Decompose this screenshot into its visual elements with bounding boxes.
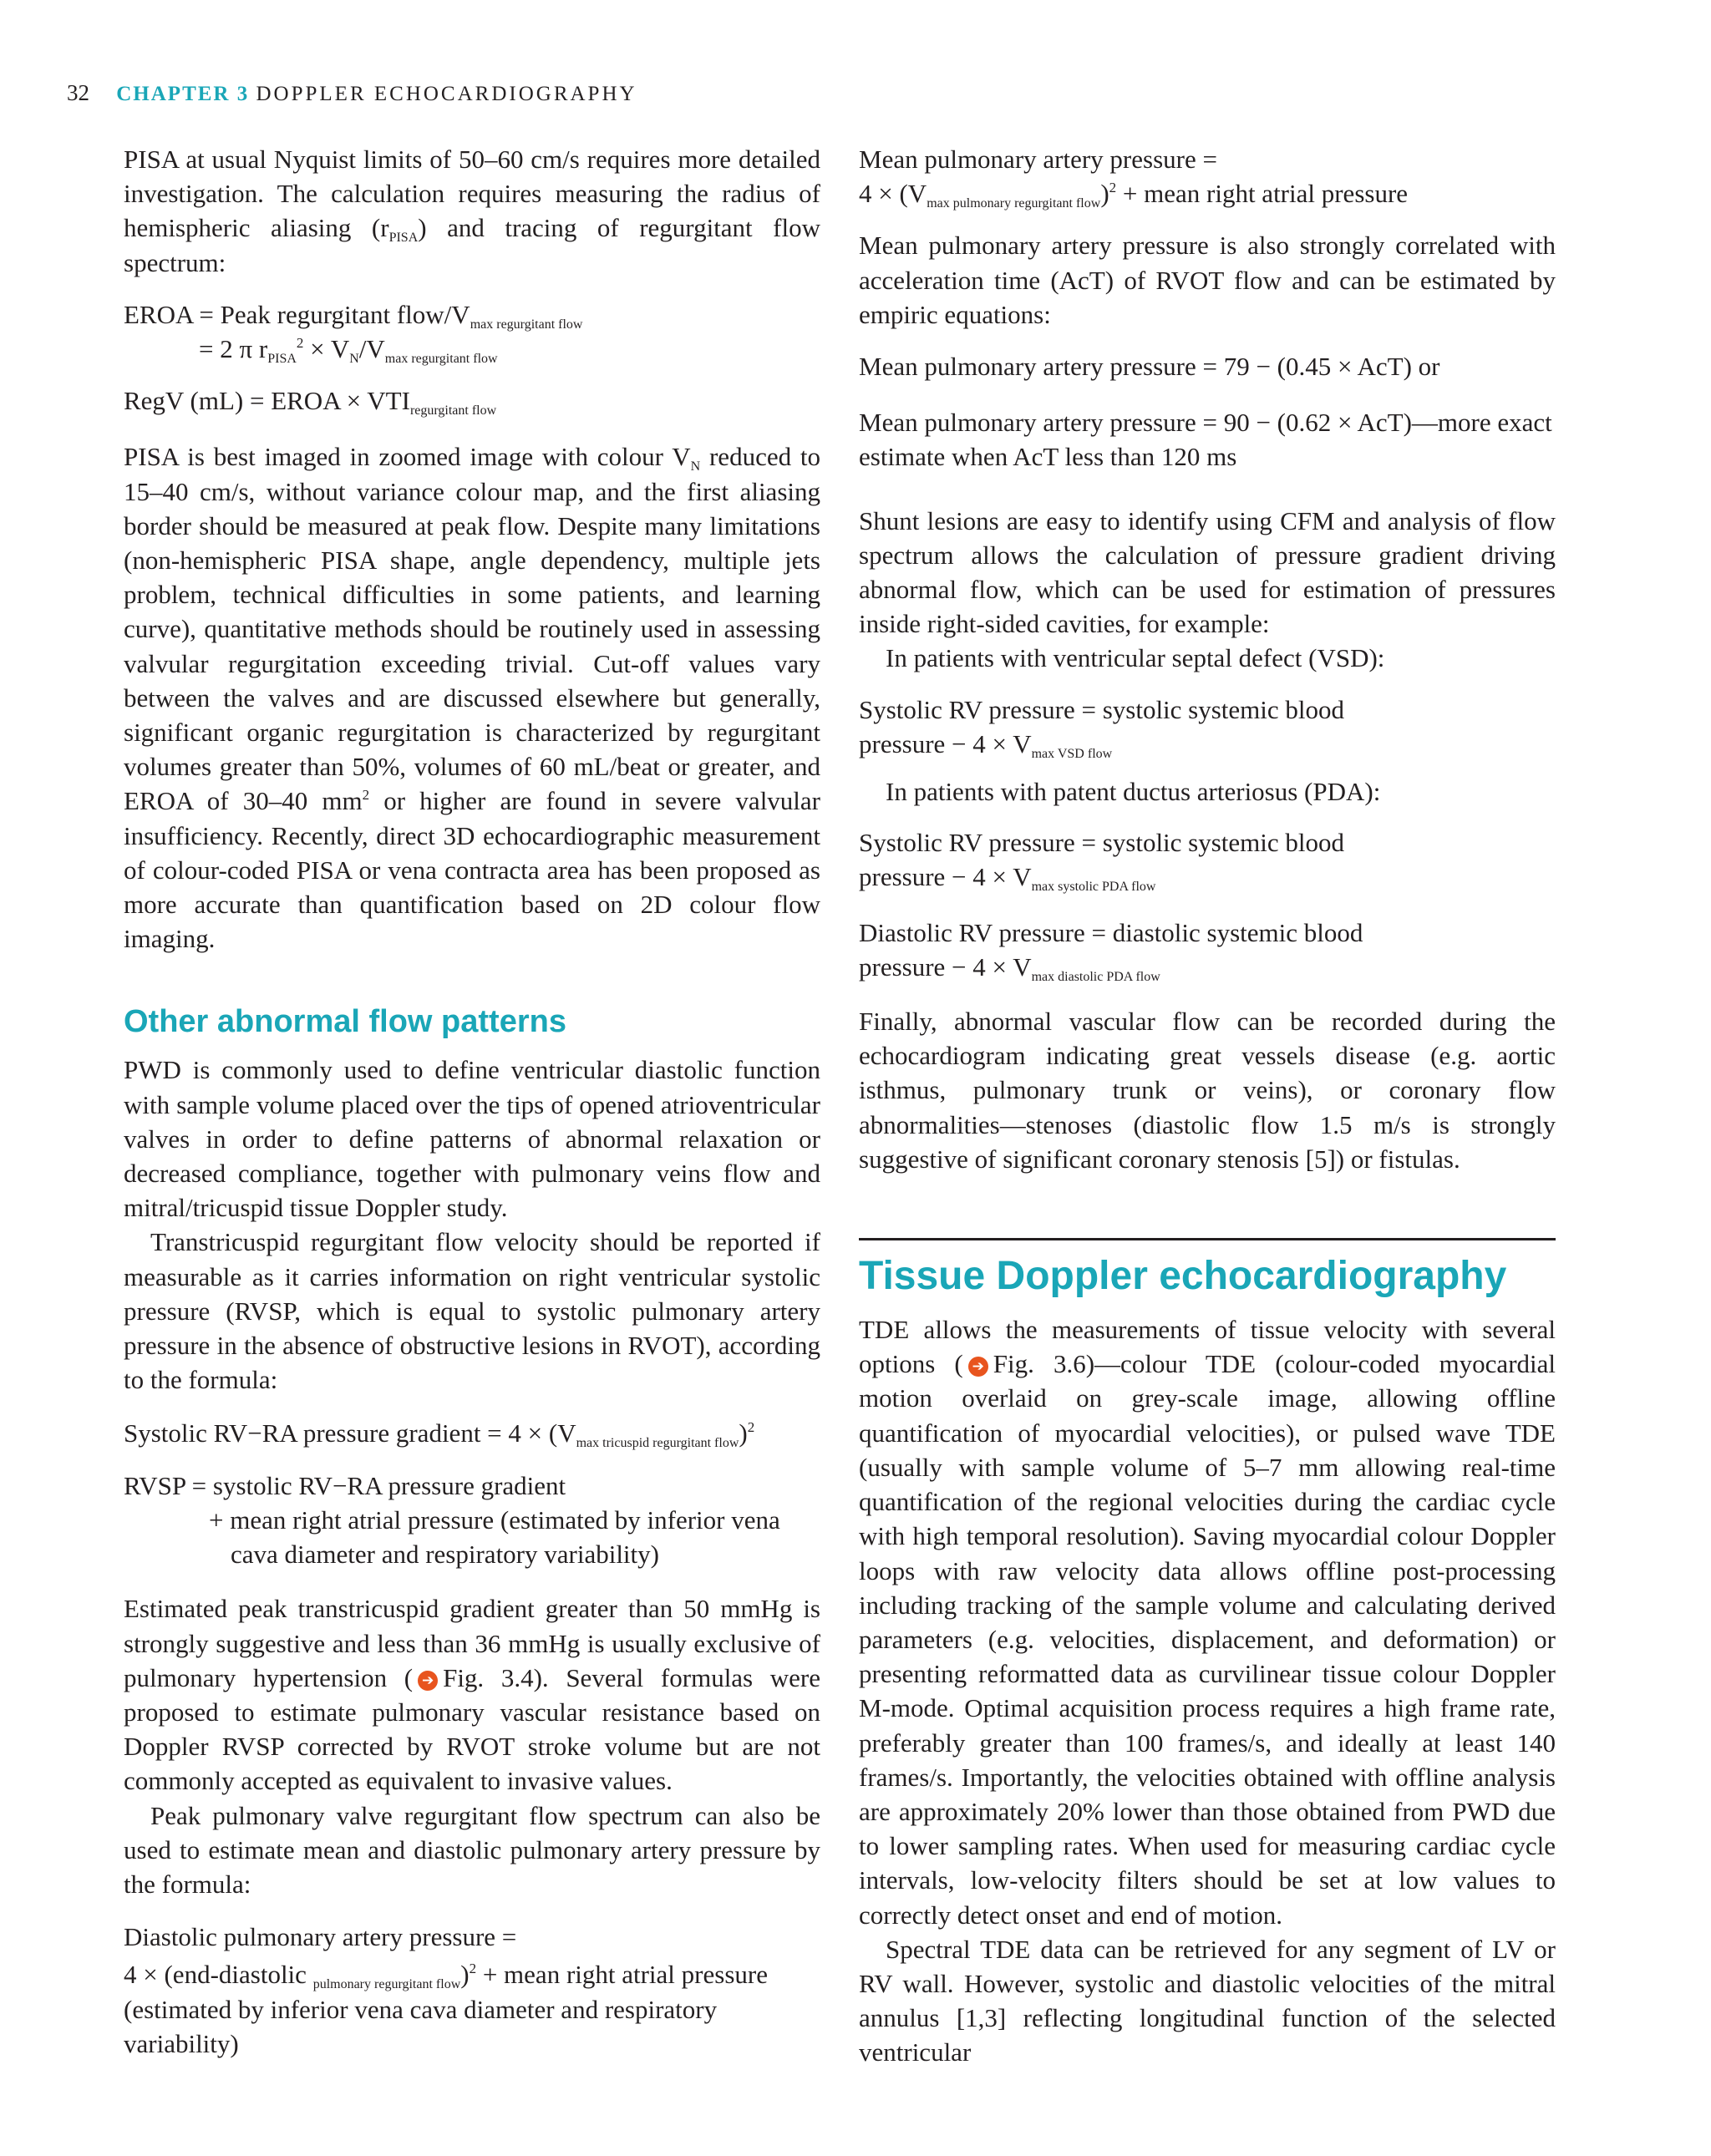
arrow-right-icon: ➔ — [968, 1357, 988, 1377]
equation-regv: RegV (mL) = EROA × $VTI_{regurgitant flow}$ — [124, 386, 497, 419]
chapter-title: DOPPLER ECHOCARDIOGRAPHY — [256, 83, 637, 105]
equation-diastolic-pap: Diastolic pulmonary artery pressure = 4 × (end-diastolic $_{pulmonary regurgitant flow}$)$^2$ + mean right atrial pressure (estimated by inferior vena cava diameter and respiratory variability) — [124, 1922, 768, 2058]
paragraph-transtricuspid: Transtricuspid regurgitant flow velocity should be reported if measurable as it carries information on right ventricular systolic pressure (RVSP, which is equal to systolic pulmonary artery pressure in the absence of obstructive lesions in RVOT), according to the formula: — [124, 1227, 820, 1395]
paragraph-peak-gradient: Estimated peak transtricuspid gradient greater than 50 mmHg is strongly suggestive and less than 36 mmHg is usually exclusive of pulmonary hypertension ( ➔ Fig. 3.4). Several formulas were proposed to estimate pulmonary vascular resistance based on Doppler RVSP corrected by RVOT stroke volume but are not commonly accepted as equivalent to invasive values. — [124, 1594, 821, 1796]
arrow-right-icon: ➔ — [418, 1671, 438, 1691]
paragraph-spectral-tde: Spectral TDE data can be retrieved for any segment of LV or RV wall. However, systolic and diastolic velocities of the mitral annulus [1,3] reflecting longitudinal function of the selected ventricular — [859, 1934, 1556, 2067]
equation-vsd: Systolic RV pressure = systolic systemic blood pressure − $4 \times V_{max VSD flow}$ — [859, 694, 1345, 761]
equation-mean-pap: Mean pulmonary artery pressure = $4 \times (V_{max pulmonary regurgitant flow})^2$ + mean right atrial pressure — [859, 145, 1409, 211]
paragraph-pisa-intro: PISA at usual Nyquist limits of 50–60 cm/s requires more detailed investigation. The calculation requires measuring the radius of hemispheric aliasing $(r_{PISA})$ and tracing of regurgitant flow spectrum: — [124, 145, 820, 277]
left-column — [124, 142, 820, 2061]
page-number: 32 — [67, 80, 89, 105]
paragraph-pda: In patients with patent ductus arteriosus (PDA): — [886, 777, 1381, 807]
figure-link[interactable]: Fig. 3.4 — [443, 1662, 534, 1692]
paragraph-vsd: In patients with ventricular septal defect (VSD): — [886, 643, 1385, 673]
equation-rv-ra-gradient: Systolic RV−RA pressure gradient = $4 \times (V_{max tricuspid regurgitant flow})^2$ — [124, 1418, 755, 1450]
paragraph-pwd: PWD is commonly used to define ventricular diastolic function with sample volume placed over the tips of opened atrioventricular valves in order to define patterns of abnormal relaxation or decreased compliance, together with pulmonary veins flow and mitral/tricuspid tissue Doppler study. — [124, 1055, 820, 1223]
right-column — [859, 142, 1556, 2070]
paragraph-act: Mean pulmonary artery pressure is also strongly correlated with acceleration time (AcT) of RVOT flow and can be estimated by empiric equations: — [859, 231, 1556, 329]
paragraph-pulmonary-valve: Peak pulmonary valve regurgitant flow spectrum can also be used to estimate mean and diastolic pulmonary artery pressure by the formula: — [124, 1800, 820, 1899]
paragraph-tde: TDE allows the measurements of tissue velocity with several options ( ➔ Fig. 3.6)—colour TDE (colour-coded myocardial motion overlaid on grey-scale image, allowing offline quantification of myocardial velocities), or pulsed wave TDE (usually with sample volume of 5–7 mm allowing real-time quantification of the regional velocities during the cardiac cycle with high temporal resolution). Saving myocardial colour Doppler loops with raw velocity data allows offline post-processing including tracking of the sample volume and calculating derived parameters (e.g. velocities, displacement, and deformation) or presenting reformatted data as curvilinear tissue colour Doppler M-mode. Optimal acquisition process requires a high frame rate, preferably greater than 100 frames/s, and ideally at least 140 frames/s. Importantly, the velocities obtained with offline analysis are approximately 20% lower than those obtained from PWD due to lower sampling rates. When used for measuring cardiac cycle intervals, low-velocity filters should be set at low values to correctly detect onset and end of motion. — [859, 1315, 1556, 1930]
paragraph-vascular-flow: Finally, abnormal vascular flow can be recorded during the echocardiogram indicating great vessels disease (e.g. aortic isthmus, pulmonary trunk or veins), or coronary flow abnormalities—stenoses (diastolic flow 1.5 m/s is strongly suggestive of significant coronary stenosis [5]) or fistulas. — [859, 1007, 1556, 1174]
equation-pda-systolic: Systolic RV pressure = systolic systemic blood pressure − $4 \times V_{max systolic PDA flow}$ — [859, 828, 1345, 895]
equation-pda-diastolic: Diastolic RV pressure = diastolic systemic blood pressure − $4 \times V_{max diastolic PDA flow}$ — [859, 917, 1363, 984]
equation-rvsp: RVSP = systolic RV−RA pressure gradient + mean right atrial pressure (estimated by inferior vena cava diameter and respiratory variability) — [124, 1470, 780, 1570]
equation-act-1: Mean pulmonary artery pressure = 79 − (0.45 × AcT) or — [859, 352, 1440, 382]
figure-link[interactable]: Fig. 3.6 — [993, 1349, 1086, 1379]
running-header — [67, 80, 637, 106]
section-heading-tissue-doppler: Tissue Doppler echocardiography — [859, 1254, 1507, 1299]
equation-act-2: Mean pulmonary artery pressure = 90 − (0.62 × AcT)—more exact estimate when AcT less than 120 ms — [859, 408, 1552, 472]
paragraph-shunt: Shunt lesions are easy to identify using CFM and analysis of flow spectrum allows the calculation of pressure gradient driving abnormal flow, which can be used for estimation of pressures inside right-sided cavities, for example: — [859, 505, 1556, 639]
section-heading-abnormal-flow: Other abnormal flow patterns — [124, 1004, 566, 1040]
chapter-label: CHAPTER 3 — [116, 83, 250, 105]
paragraph-pisa-imaging: PISA is best imaged in zoomed image with colour $V_N$ reduced to 15–40 cm/s, without variance colour map, and the first aliasing border should be measured at peak flow. Despite many limitations (non-hemispheric PISA shape, angle dependency, multiple jets problem, technical difficulties in some patients, and learning curve), quantitative methods should be routinely used in assessing valvular regurgitation exceeding trivial. Cut-off values vary between the valves and are discussed elsewhere but generally, significant organic regurgitation is characterized by regurgitant volumes greater than 50%, volumes of 60 mL/beat or greater, and EROA of 30–40 $mm^2$ or higher are found in severe valvular insufficiency. Recently, direct 3D echocardiographic measurement of colour-coded PISA or vena contracta area has been proposed as more accurate than quantification based on 2D colour flow imaging. — [124, 442, 821, 954]
equation-eroa: EROA = Peak regurgitant flow/$V_{max regurgitant flow}$ = 2 π $r_{PISA}^2 \times V_N/V_{max regurgitant flow}$ — [124, 299, 583, 367]
